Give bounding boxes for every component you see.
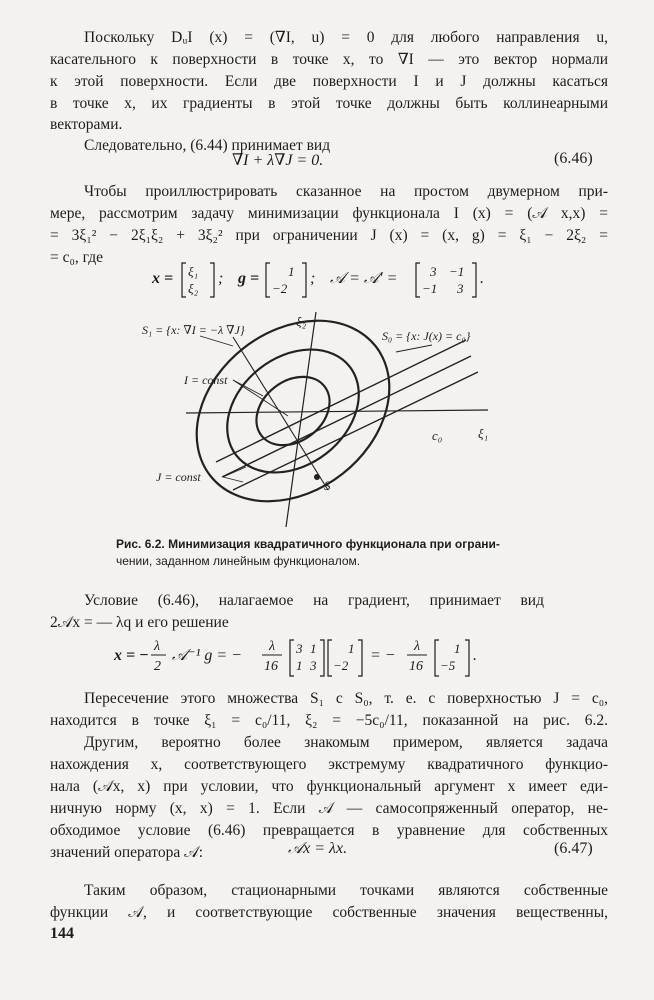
matrix-definitions [152, 255, 512, 301]
svg-text:−1: −1 [422, 281, 438, 296]
text-line: нахождения x, соответствующего экстремуму квадратичного функцио- [50, 756, 608, 773]
svg-text:−2: −2 [272, 281, 288, 296]
label-xi2: ξ₂ [296, 314, 307, 329]
equation-6-47: 𝒜x = λx. [288, 840, 348, 857]
equation-number-6-46: (6.46) [554, 150, 593, 167]
svg-text:3: 3 [310, 658, 317, 673]
svg-text:ξ₁: ξ₁ [188, 264, 199, 279]
text-line: к этой поверхности. Если две поверхности I и J должны касаться [50, 73, 608, 90]
text-line: Другим, вероятно более знакомым примером, является задача [84, 734, 608, 751]
label-s1: S₁ = {x: ∇I = −λ ∇J} [142, 323, 245, 337]
svg-text:−2: −2 [333, 658, 349, 673]
svg-text:−5: −5 [440, 658, 456, 673]
svg-text:−1: −1 [449, 264, 465, 279]
text-line: функции 𝒜, и соответствующие собственные значения вещественны, [50, 904, 608, 921]
label-s0: S₀ = {x: J(x) = c₀} [382, 329, 471, 343]
svg-text:𝒜⁻¹ g = −: 𝒜⁻¹ g = − [172, 647, 242, 664]
text-line: 2𝒜x = — λq и его решение [50, 614, 229, 631]
svg-text:16: 16 [409, 659, 423, 674]
svg-text:;: ; [218, 270, 224, 287]
constraint-line [222, 356, 471, 477]
svg-text:1: 1 [296, 658, 303, 673]
text-line: обходимое условие (6.46) превращается в уравнение для собственных [50, 822, 608, 839]
x-definition: x = [152, 270, 174, 287]
axis-xi2 [286, 312, 316, 527]
svg-text:1: 1 [288, 264, 295, 279]
equation-6-46: ∇I + λ∇J = 0. [232, 152, 324, 169]
text-line: касательного к поверхности в точке x, то ∇I — это вектор нормали [50, 51, 608, 68]
svg-text:;: ; [310, 270, 316, 287]
svg-text:x = −: x = − [114, 647, 149, 664]
page-number: 144 [50, 925, 74, 942]
svg-text:1: 1 [310, 641, 317, 656]
svg-text:λ: λ [154, 639, 161, 654]
svg-text:3: 3 [457, 281, 464, 296]
text-line: векторами. [50, 116, 123, 133]
text-line: Поскольку DᵤI (x) = (∇I, u) = 0 для любого направления u, [84, 29, 608, 46]
figure-6-2 [138, 312, 518, 522]
label-jconst: J = const [156, 470, 201, 484]
svg-text:1: 1 [454, 641, 461, 656]
svg-text:.: . [473, 647, 477, 664]
text-line: = c₀, где [50, 249, 104, 266]
svg-text:3: 3 [296, 641, 303, 656]
text-line: Следовательно, (6.44) принимает вид [84, 137, 331, 154]
text-line: Чтобы проиллюстрировать сказанное на простом двумерном при- [84, 183, 608, 200]
point-s [314, 474, 320, 480]
g-definition: g = [238, 270, 260, 287]
figure-caption: чении, заданном линейным функционалом. [116, 554, 361, 568]
svg-text:ξ₂: ξ₂ [188, 281, 199, 296]
a-definition: 𝒜 = 𝒜′ = [330, 270, 398, 287]
text-line: Таким образом, стационарными точками являются собственные [84, 882, 608, 899]
svg-text:3: 3 [430, 264, 437, 279]
text-line: Условие (6.46), налагаемое на градиент, принимает вид [84, 592, 544, 609]
svg-text:= −: = − [370, 647, 396, 664]
label-iconst: I = const [184, 373, 228, 387]
label-c0: c₀ [432, 428, 443, 443]
text-line: находится в точке ξ₁ = c₀/11, ξ₂ = −5c₀/11, показанной на рис. 6.2. [50, 712, 608, 729]
axis-xi1 [186, 410, 488, 413]
svg-text:.: . [480, 270, 484, 287]
text-line: в точке x, их градиенты в этой точке должны быть коллинеарными [50, 95, 608, 112]
svg-text:2: 2 [154, 659, 161, 674]
label-xi1: ξ₁ [478, 426, 489, 441]
svg-text:λ: λ [269, 639, 276, 654]
solution-equation [114, 632, 574, 684]
text-line: нала (𝒜x, x) при условии, что функциональный аргумент x имеет еди- [50, 778, 608, 795]
text-line: значений оператора 𝒜: [50, 844, 204, 861]
figure-caption: Рис. 6.2. Минимизация квадратичного функционала при ограни- [116, 537, 500, 551]
text-line: Пересечение этого множества S₁ с S₀, т. е. с поверхностью J = c₀, [84, 690, 608, 707]
text-line: ничную норму (x, x) = 1. Если 𝒜 — самосопряженный оператор, не- [50, 800, 608, 817]
label-s: S [324, 478, 331, 493]
svg-text:16: 16 [264, 659, 278, 674]
svg-text:1: 1 [348, 641, 355, 656]
text-line: = 3ξ₁² − 2ξ₁ξ₂ + 3ξ₂² при ограничении J (x) = (x, g) = ξ₁ − 2ξ₂ = [50, 227, 608, 244]
svg-text:λ: λ [414, 639, 421, 654]
text-line: мере, рассмотрим задачу минимизации функционала I (x) = (𝒜 x,x) = [50, 205, 608, 222]
equation-number-6-47: (6.47) [554, 840, 593, 857]
